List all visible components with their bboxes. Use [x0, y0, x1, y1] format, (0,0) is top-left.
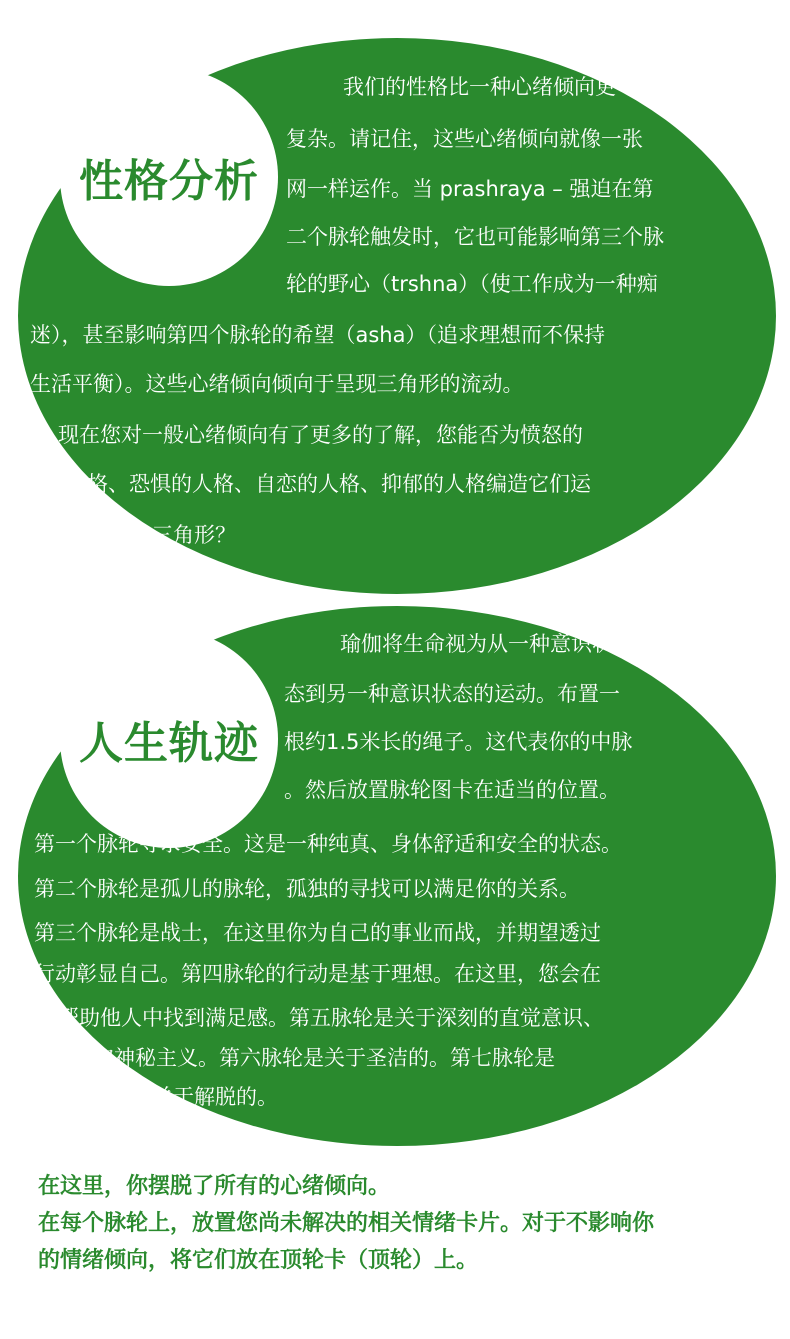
closing-notes	[38, 1168, 768, 1279]
section-personality-line: 作的三角形？	[110, 523, 236, 547]
section-life-path-line: 根约1.5米长的绳子。这代表你的中脉	[284, 730, 633, 754]
section-life-path-title-badge	[60, 630, 278, 848]
section-life-path-line: 第一个脉轮寻求安全。这是一种纯真、身体舒适和安全的状态。	[34, 832, 622, 856]
closing-line: 在这里，你摆脱了所有的心绪倾向。	[38, 1174, 391, 1199]
section-life-path-line: 瑜伽将生命视为从一种意识状	[340, 632, 613, 656]
section-life-path-line: 第二个脉轮是孤儿的脉轮，孤独的寻找可以满足你的关系。	[34, 877, 580, 901]
section-personality-line: 复杂。请记住，这些心绪倾向就像一张	[286, 127, 643, 151]
section-life-path-line: 关于解脱的。	[152, 1085, 278, 1109]
section-personality-line: 二个脉轮触发时，它也可能影响第三个脉	[286, 225, 664, 249]
section-personality-line: 网一样运作。当 prashraya – 强迫在第	[286, 177, 654, 201]
section-life-path-line: 。然后放置脉轮图卡在适当的位置。	[284, 778, 620, 802]
closing-line: 的情绪倾向，将它们放在顶轮卡（顶轮）上。	[38, 1248, 479, 1273]
section-personality-title-badge	[60, 68, 278, 286]
section-life-path-line: 态到另一种意识状态的运动。布置一	[284, 682, 620, 706]
section-personality-line: 轮的野心（trshna）（使工作成为一种痴	[286, 272, 658, 296]
section-life-path-title: 人生轨迹	[79, 718, 259, 769]
section-life-path-line: 第三个脉轮是战士，在这里你为自己的事业而战，并期望透过	[34, 921, 601, 945]
section-life-path-line: 帮助他人中找到满足感。第五脉轮是关于深刻的直觉意识、	[58, 1006, 604, 1030]
section-personality-title: 性格分析	[79, 156, 259, 207]
section-life-path-line: 行动彰显自己。第四脉轮的行动是基于理想。在这里，您会在	[34, 962, 601, 986]
section-personality-line: 现在您对一般心绪倾向有了更多的了解，您能否为愤怒的	[58, 423, 583, 447]
section-personality-line: 人格、恐惧的人格、自恋的人格、抑郁的人格编造它们运	[66, 472, 591, 496]
section-personality-line: 我们的性格比一种心绪倾向更	[343, 75, 616, 99]
section-life-path-line: 献和神秘主义。第六脉轮是关于圣洁的。第七脉轮是	[72, 1046, 555, 1070]
section-personality-line: 迷），甚至影响第四个脉轮的希望（asha）（追求理想而不保持	[30, 323, 605, 347]
section-personality-line: 生活平衡）。这些心绪倾向倾向于呈现三角形的流动。	[30, 372, 524, 396]
closing-line: 在每个脉轮上，放置您尚未解决的相关情绪卡片。对于不影响你	[38, 1211, 655, 1236]
